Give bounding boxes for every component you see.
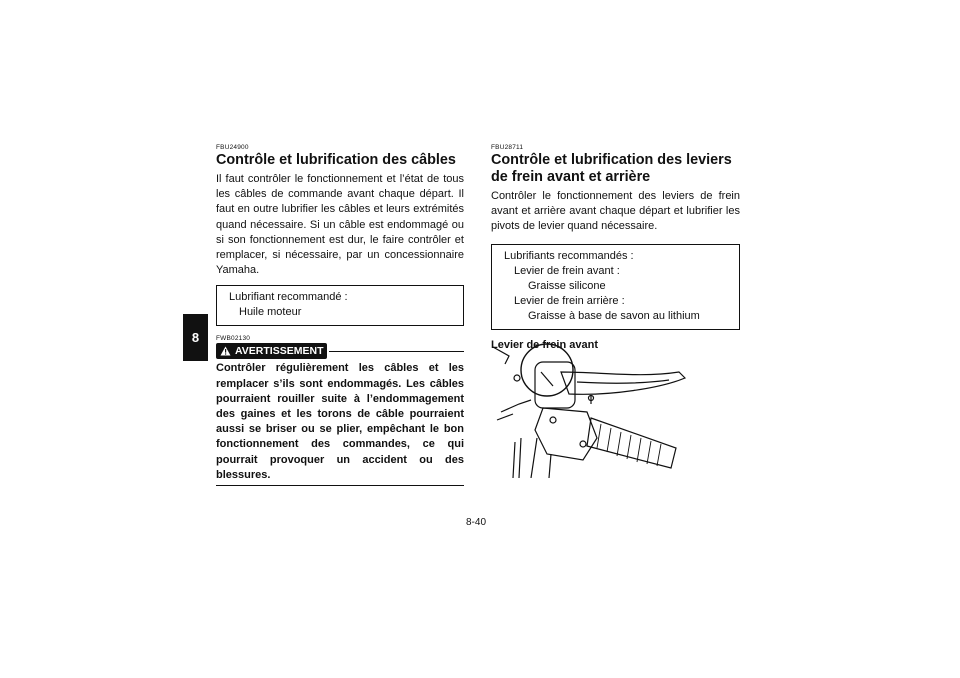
warning-rule (329, 351, 464, 352)
warning-triangle-icon (220, 346, 231, 356)
section-body: Contrôler le fonctionnement des leviers de frein avant et arrière avant chaque départ et lubrifier les pivots de levier quand nécessaire. (491, 190, 740, 233)
section-code: FBU28711 (491, 144, 524, 151)
front-lever-label: Levier de frein avant : (514, 264, 620, 277)
lubricant-box (216, 285, 464, 326)
section-body: Il faut contrôler le fonctionnement et l’état de tous les câbles de commande avant chaque départ. Il faut en outre lubrifier les câbles et leurs extrémités quand nécessaire. Si un câble est endommagé ou si son fonctionnement est dur, le faire contrôler et remplacer, si nécessaire, par un concessionnaire Yamaha. (216, 173, 464, 277)
warning-badge (216, 343, 327, 359)
section-title: Contrôle et lubrification des câbles (216, 152, 456, 168)
warning-code: FWB02130 (216, 335, 251, 343)
rear-lever-value: Graisse à base de savon au lithium (528, 309, 700, 322)
subheading: Levier de frein avant (491, 338, 598, 351)
warning-text: Contrôler régulièrement les câbles et les remplacer s’ils sont endommagés. Les câbles pourraient rouiller suite à l’endommagement des gaines et les torons de câble pourraient aussi se briser ou se plier, empêchant le bon fonctionnement des commandes, ce qui pourrait provoquer un accident ou des blessures. (216, 362, 464, 481)
lubricants-heading: Lubrifiants recommandés : (504, 249, 634, 262)
lubricants-box (491, 244, 740, 330)
rear-lever-label: Levier de frein arrière : (514, 294, 625, 307)
warning-header (216, 343, 464, 359)
warning-bottom-rule (216, 485, 464, 486)
lubricant-label: Lubrifiant recommandé : (229, 291, 348, 304)
section-title: Contrôle et lubrification des leviers de frein avant et arrière (491, 152, 732, 185)
page-number: 8-40 (466, 517, 487, 528)
warning-label: AVERTISSEMENT (235, 345, 324, 358)
chapter-number: 8 (191, 330, 200, 345)
section-code: FBU24900 (216, 144, 249, 151)
left-column (216, 144, 464, 486)
lubricant-value: Huile moteur (239, 306, 302, 319)
right-column (491, 144, 740, 351)
chapter-tab (183, 314, 208, 361)
front-lever-value: Graisse silicone (528, 279, 606, 292)
front-brake-lever-illustration (491, 342, 689, 478)
